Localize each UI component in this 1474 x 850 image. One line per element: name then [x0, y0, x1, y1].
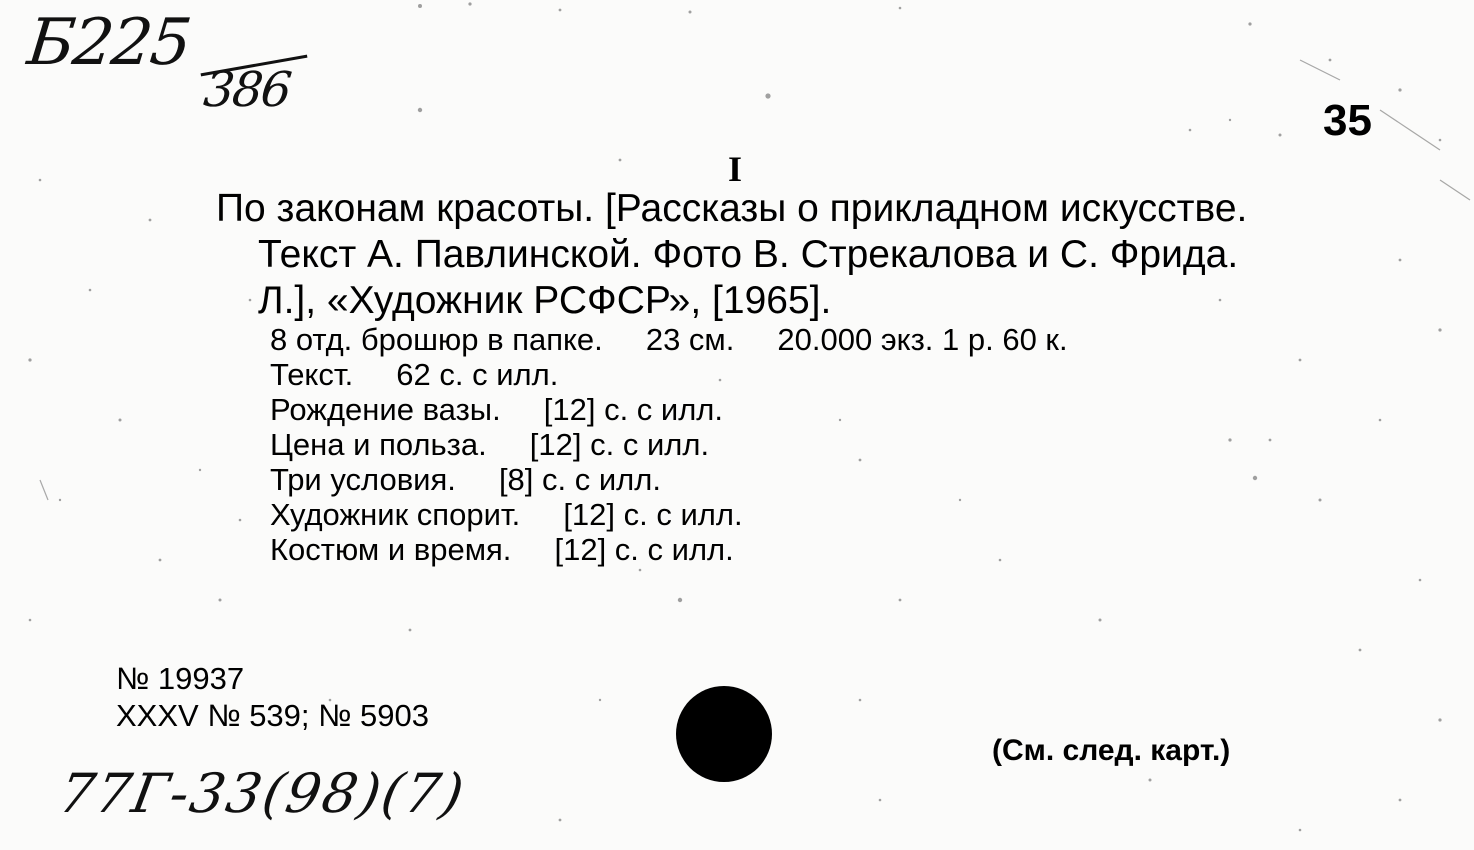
description-line: Костюм и время. [12] с. с илл.: [270, 532, 734, 567]
punch-hole: [676, 686, 772, 782]
title-line: Л.], «Художник РСФСР», [1965].: [258, 279, 832, 322]
description-line: Художник спорит. [12] с. с илл.: [270, 497, 743, 532]
description-line: 8 отд. брошюр в папке. 23 см. 20.000 экз. 1 р. 60 к.: [270, 322, 1068, 357]
bibliographic-title: [216, 186, 1396, 324]
card-number: 35: [1323, 96, 1372, 145]
title-line: По законам красоты. [Рассказы о прикладном искусстве.: [216, 187, 1248, 230]
volume-number: I: [728, 149, 743, 189]
title-line: Текст А. Павлинской. Фото В. Стрекалова и С. Фрида.: [258, 233, 1239, 276]
inventory-line: XXXV № 539; № 5903: [116, 698, 429, 733]
handwritten-classmark: 77Г-33(98)(7): [54, 762, 471, 825]
inventory-line: № 19937: [116, 661, 245, 696]
description-line: Текст. 62 с. с илл.: [270, 357, 559, 392]
physical-description: [270, 322, 1068, 567]
inventory-numbers: [116, 660, 429, 734]
description-line: Рождение вазы. [12] с. с илл.: [270, 392, 724, 427]
shelf-mark-main: Б225: [24, 6, 194, 80]
description-line: Три условия. [8] с. с илл.: [270, 462, 661, 497]
description-line: Цена и польза. [12] с. с илл.: [270, 427, 710, 462]
shelf-mark-sub: 386: [201, 62, 293, 118]
see-next-card-note: (См. след. карт.): [992, 734, 1231, 767]
